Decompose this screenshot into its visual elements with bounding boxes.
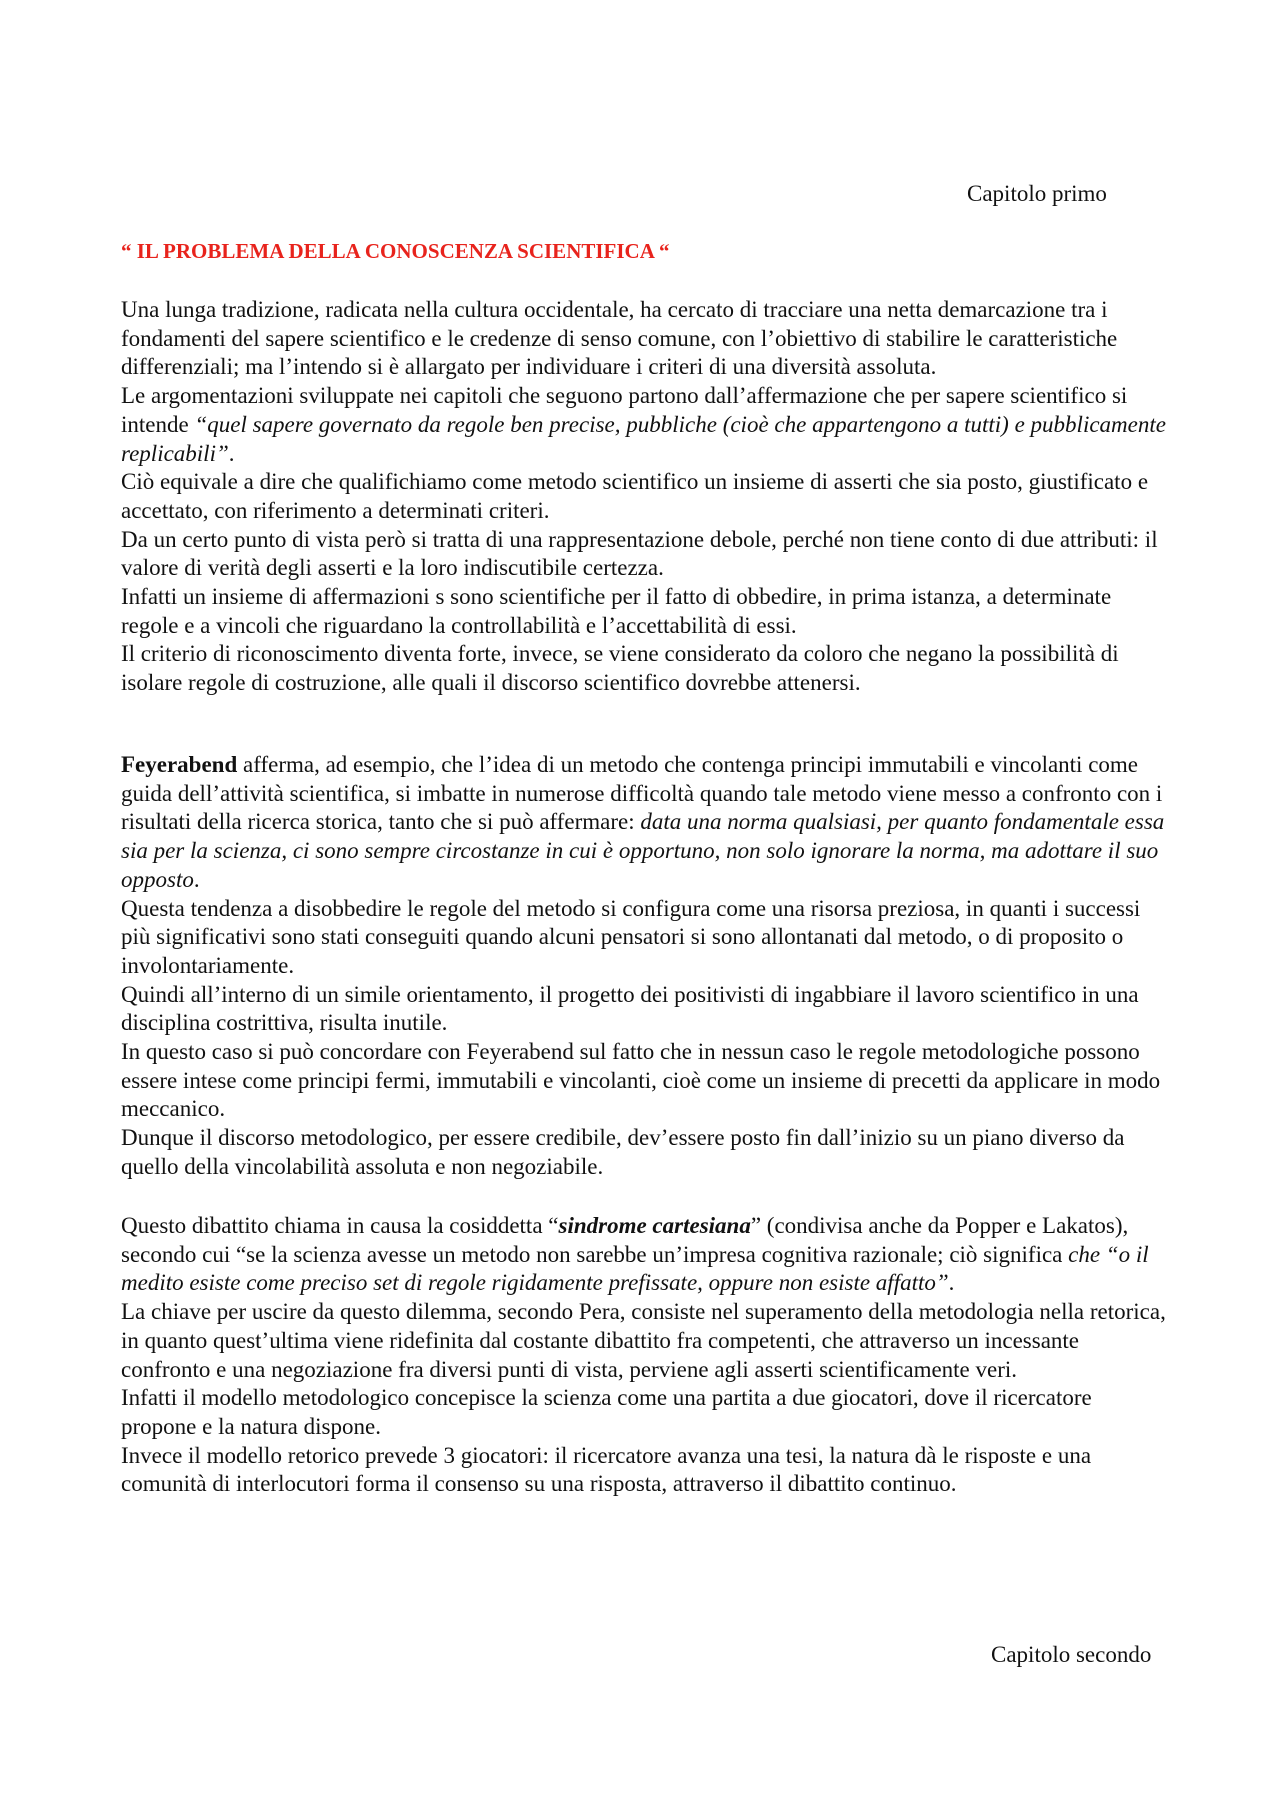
paragraph: Ciò equivale a dire che qualifichiamo come metodo scientifico un insieme di asserti che sia posto, giustificato e accettato, con riferimento a determinati criteri. (121, 469, 1149, 523)
chapter-label-second: Capitolo secondo (991, 1642, 1152, 1667)
paragraph: Da un certo punto di vista però si tratta di una rappresentazione debole, perché non tiene conto di due attributi: il valore di verità degli asserti e la loro indiscutibile certezza. (121, 526, 1158, 581)
paragraph-text: Le argomentazioni sviluppate nei capitoli che seguono partono dall’affermazione che per sapere scientifico si intende (121, 383, 1128, 437)
paragraph: Invece il modello retorico prevede 3 giocatori: il ricercatore avanza una tesi, la natura dà le risposte e una comunità di interlocutori forma il consenso su una risposta, attraverso il dibattito continuo. (121, 1442, 1092, 1497)
paragraph: Infatti un insieme di affermazioni s sono scientifiche per il fatto di obbedire, in prima istanza, a determinate regole e a vincoli che riguardano la controllabilità e l’accettabilità di essi. (121, 584, 1112, 638)
paragraph: La chiave per uscire da questo dilemma, secondo Pera, consiste nel superamento della metodologia nella retorica, in quanto quest’ultima viene ridefinita dal costante dibattito fra competenti, che attraverso un incessante confronto e una negoziazione fra diversi punti di vista, perviene agli asserti scientificamente veri. (121, 1299, 1166, 1382)
paragraph (121, 1212, 1171, 1298)
section-cartesian-syndrome (121, 1212, 1171, 1499)
paragraph: Una lunga tradizione, radicata nella cultura occidentale, ha cercato di tracciare una netta demarcazione tra i fondamenti del sapere scientifico e le credenze di senso comune, con l’obiettivo di stabilire le caratteristiche differenziali; ma l’intendo si è allargato per individuare i criteri di una diversità assoluta. (121, 297, 1118, 380)
section-feyerabend (121, 751, 1171, 1182)
paragraph-text: Questo dibattito chiama in causa la cosiddetta “ (121, 1213, 559, 1238)
section-demarcation (121, 296, 1171, 698)
paragraph-text: ” (condivisa anche da Popper e Lakatos), secondo cui “se la scienza avesse un metodo non sarebbe un’impresa cognitiva razionale; ciò significa (121, 1213, 1129, 1267)
paragraph: Infatti il modello metodologico concepisce la scienza come una partita a due giocatori, dove il ricercatore propone e la natura dispone. (121, 1385, 1092, 1439)
term-sindrome-cartesiana: sindrome cartesiana (558, 1213, 751, 1238)
paragraph-end: . (228, 440, 235, 466)
paragraph: Quindi all’interno di un simile orientamento, il progetto dei positivisti di ingabbiare il lavoro scientifico in una disciplina costrittiva, risulta inutile. (121, 981, 1139, 1036)
paragraph: In questo caso si può concordare con Feyerabend sul fatto che in nessun caso le regole metodologiche possono essere intese come principi fermi, immutabili e vincolanti, cioè come un insieme di precetti da applicare in modo meccanico. (121, 1039, 1161, 1122)
document-title: “ IL PROBLEMA DELLA CONOSCENZA SCIENTIFICA “ (121, 239, 670, 263)
chapter-label-first: Capitolo primo (967, 181, 1107, 206)
paragraph: Dunque il discorso metodologico, per essere credibile, dev’essere posto fin dall’inizio su un piano diverso da quello della vincolabilità assoluta e non negoziabile. (121, 1125, 1125, 1179)
paragraph (121, 751, 1171, 895)
paragraph (121, 382, 1171, 468)
paragraph-end: . (948, 1270, 955, 1296)
paragraph: Il criterio di riconoscimento diventa forte, invece, se viene considerato da coloro che negano la possibilità di isolare regole di costruzione, alle quali il discorso scientifico dovrebbe attenersi. (121, 641, 1119, 696)
quote-scientific-knowledge: “quel sapere governato da regole ben precise, pubbliche (cioè che appartengono a tutti) e pubblicamente replicabili” (121, 411, 1166, 466)
paragraph-end: . (193, 866, 200, 892)
paragraph-text: afferma, ad esempio, che l’idea di un metodo che contenga principi immutabili e vincolanti come guida dell’attività scientifica, si imbatte in numerose difficoltà quando tale metodo viene messo a confronto con i risultati della ricerca storica, tanto che si può affermare: (121, 752, 1163, 835)
quote-method-exists: che “o il medito esiste come preciso set di regole rigidamente prefissate, oppure non esiste affatto” (121, 1241, 1149, 1296)
author-name-feyerabend: Feyerabend (121, 752, 238, 777)
quote-any-norm: data una norma qualsiasi, per quanto fondamentale essa sia per la scienza, ci sono sempre circostanze in cui è opportuno, non solo ignorare la norma, ma adottare il suo opposto (121, 809, 1165, 892)
paragraph: Questa tendenza a disobbedire le regole del metodo si configura come una risorsa preziosa, in quanti i successi più significativi sono stati conseguiti quando alcuni pensatori si sono allontanati dal metodo, o di proposito o involontariamente. (121, 895, 1141, 978)
